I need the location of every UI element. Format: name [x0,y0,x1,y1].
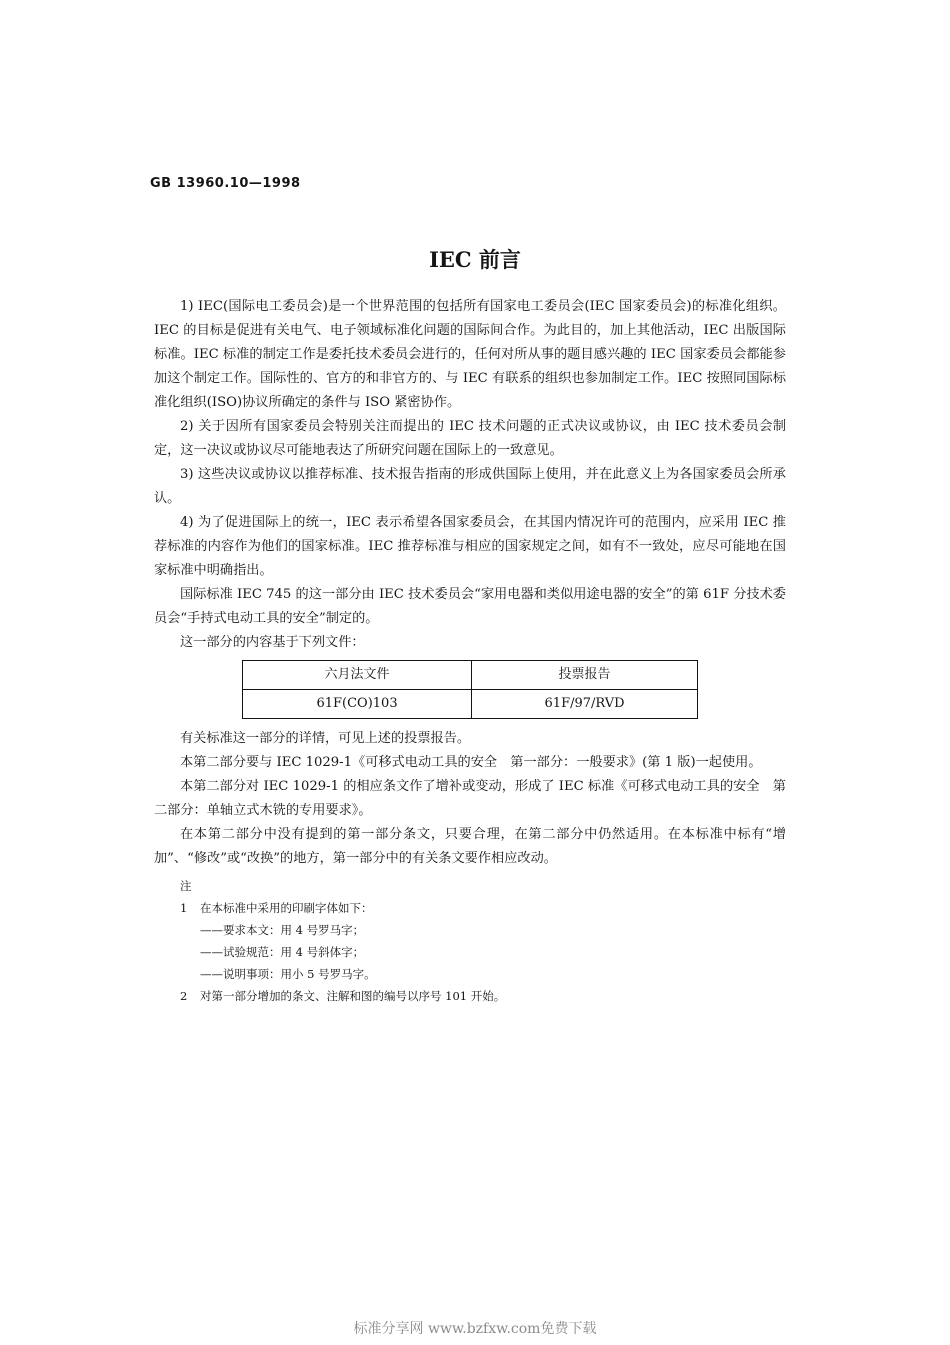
paragraph-1: 1) IEC(国际电工委员会)是一个世界范围的包括所有国家电工委员会(IEC 国家委员会)的标准化组织。IEC 的目标是促进有关电气、电子领域标准化问题的国际间合作。为此目的，加上其他活动，IEC 出版国际标准。IEC 标准的制定工作是委托技术委员会进行的，任何对所从事的题目感兴趣的 IEC 国家委员会都能参加这个制定工作。国际性的、官方的和非官方的、与 IEC 有联系的组织也参加制定工作。IEC 按照同国际标准化组织(ISO)协议所确定的条件与 ISO 紧密协作。 [154,299,786,410]
note-number: 1 [180,901,188,915]
page-title: IEC 前言 [429,247,521,272]
notes-heading: 注 [180,879,192,893]
note-text: 对第一部分增加的条文、注解和图的编号以序号 101 开始。 [200,989,506,1003]
document-body [154,295,786,1007]
paragraph-details: 有关标准这一部分的详情，可见上述的投票报告。 [180,731,471,746]
paragraph-3: 3) 这些决议或协议以推荐标准、技术报告指南的形成供国际上使用，并在此意义上为各国家委员会所承认。 [154,467,786,506]
paragraph-based-on: 这一部分的内容基于下列文件： [180,635,365,650]
table-header-cell: 投票报告 [472,661,698,690]
paragraph-supplements: 本第二部分对 IEC 1029-1 的相应条文作了增补或变动，形成了 IEC 标准《可移式电动工具的安全 第二部分：单轴立式木铣的专用要求》。 [154,779,786,818]
paragraph-4: 4) 为了促进国际上的统一，IEC 表示希望各国家委员会，在其国内情况许可的范围内，应采用 IEC 推荐标准的内容作为他们的国家标准。IEC 推荐标准与相应的国家规定之间，如有不一致处，应尽可能地在国家标准中明确指出。 [154,515,786,578]
notes-section [154,875,786,1007]
table-cell: 61F/97/RVD [472,690,698,719]
table-row [243,690,698,719]
table-header-cell: 六月法文件 [243,661,472,690]
footer-watermark: 标准分享网 www.bzfxw.com免费下载 [353,1321,597,1337]
note-subitem: ——说明事项：用小 5 号罗马字。 [200,967,376,981]
standard-code: GB 13960.10—1998 [150,176,301,191]
paragraph-use-with: 本第二部分要与 IEC 1029-1《可移式电动工具的安全 第一部分：一般要求》(第 1 版)一起使用。 [180,755,762,770]
table-cell: 61F(CO)103 [243,690,472,719]
note-subitem: ——要求本文：用 4 号罗马字； [200,923,365,937]
note-number: 2 [180,989,188,1003]
paragraph-2: 2) 关于因所有国家委员会特别关注而提出的 IEC 技术问题的正式决议或协议，由 IEC 技术委员会制定，这一决议或协议尽可能地表达了所研究问题在国际上的一致意见。 [154,419,786,458]
note-item-2 [154,985,786,1007]
paragraph-iec745: 国际标准 IEC 745 的这一部分由 IEC 技术委员会“家用电器和类似用途电器的安全”的第 61F 分技术委员会“手持式电动工具的安全”制定的。 [154,587,786,626]
note-item-1 [154,897,786,919]
note-text: 在本标准中采用的印刷字体如下： [200,901,373,915]
table-header-row [243,661,698,690]
note-subitem: ——试验规范：用 4 号斜体字； [200,945,365,959]
paragraph-applicability: 在本第二部分中没有提到的第一部分条文，只要合理，在第二部分中仍然适用。在本标准中标有“增加”、“修改”或“改换”的地方，第一部分中的有关条文要作相应改动。 [154,827,786,866]
documents-table [242,660,698,719]
